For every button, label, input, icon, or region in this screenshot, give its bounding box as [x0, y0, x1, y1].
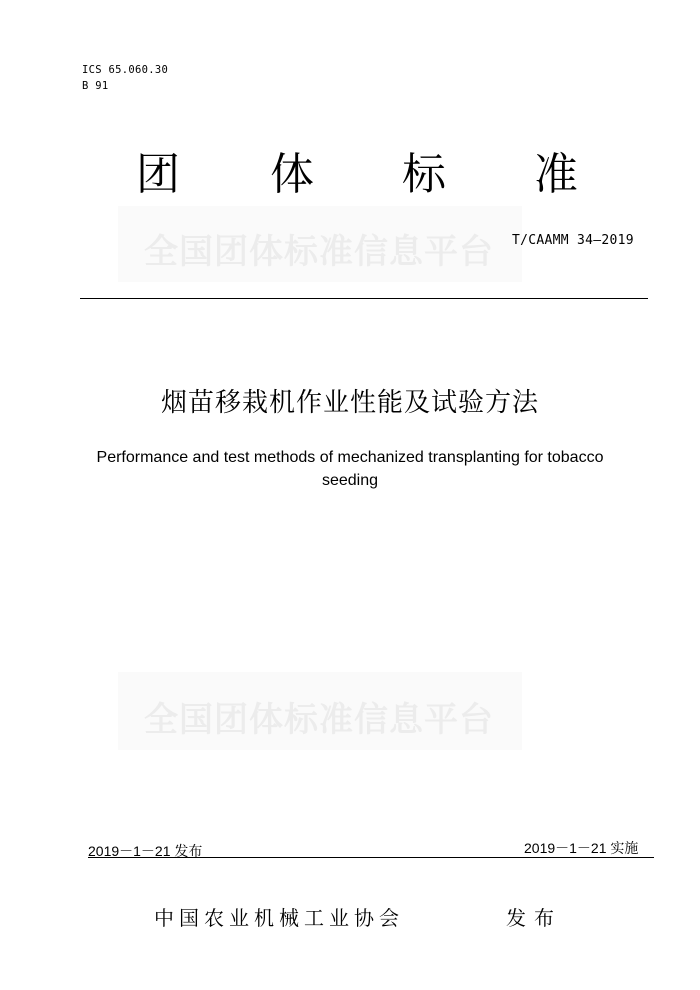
- title-english-line-1: Performance and test methods of mechanized transplanting for tobacco: [96, 449, 604, 466]
- standard-type-heading: [0, 138, 700, 198]
- ics-code: ICS 65.060.30: [82, 64, 169, 76]
- watermark-bottom: 全国团体标准信息平台: [144, 700, 494, 740]
- standard-type-char-1: 团: [136, 149, 180, 200]
- publisher-action: 发布: [506, 906, 562, 930]
- title-english-line-2: seeding: [321, 472, 379, 489]
- implement-date: 2019－1－21 实施: [524, 840, 639, 856]
- standard-type-char-2: 体: [270, 149, 314, 200]
- watermark-top: 全国团体标准信息平台: [144, 232, 494, 272]
- title-chinese: 烟苗移栽机作业性能及试验方法: [160, 388, 539, 418]
- document-number: T/CAAMM 34—2019: [512, 233, 634, 248]
- publish-date: 2019－1－21 发布: [88, 843, 203, 859]
- date-divider: [88, 857, 654, 858]
- title-english: [86, 446, 614, 492]
- header-divider: [80, 298, 648, 299]
- ccs-code: B 91: [82, 80, 109, 92]
- publisher-name: 中国农业机械工业协会: [154, 906, 404, 930]
- standard-type-char-4: 准: [534, 149, 578, 200]
- classification-codes: [82, 62, 168, 94]
- standard-type-char-3: 标: [402, 149, 446, 200]
